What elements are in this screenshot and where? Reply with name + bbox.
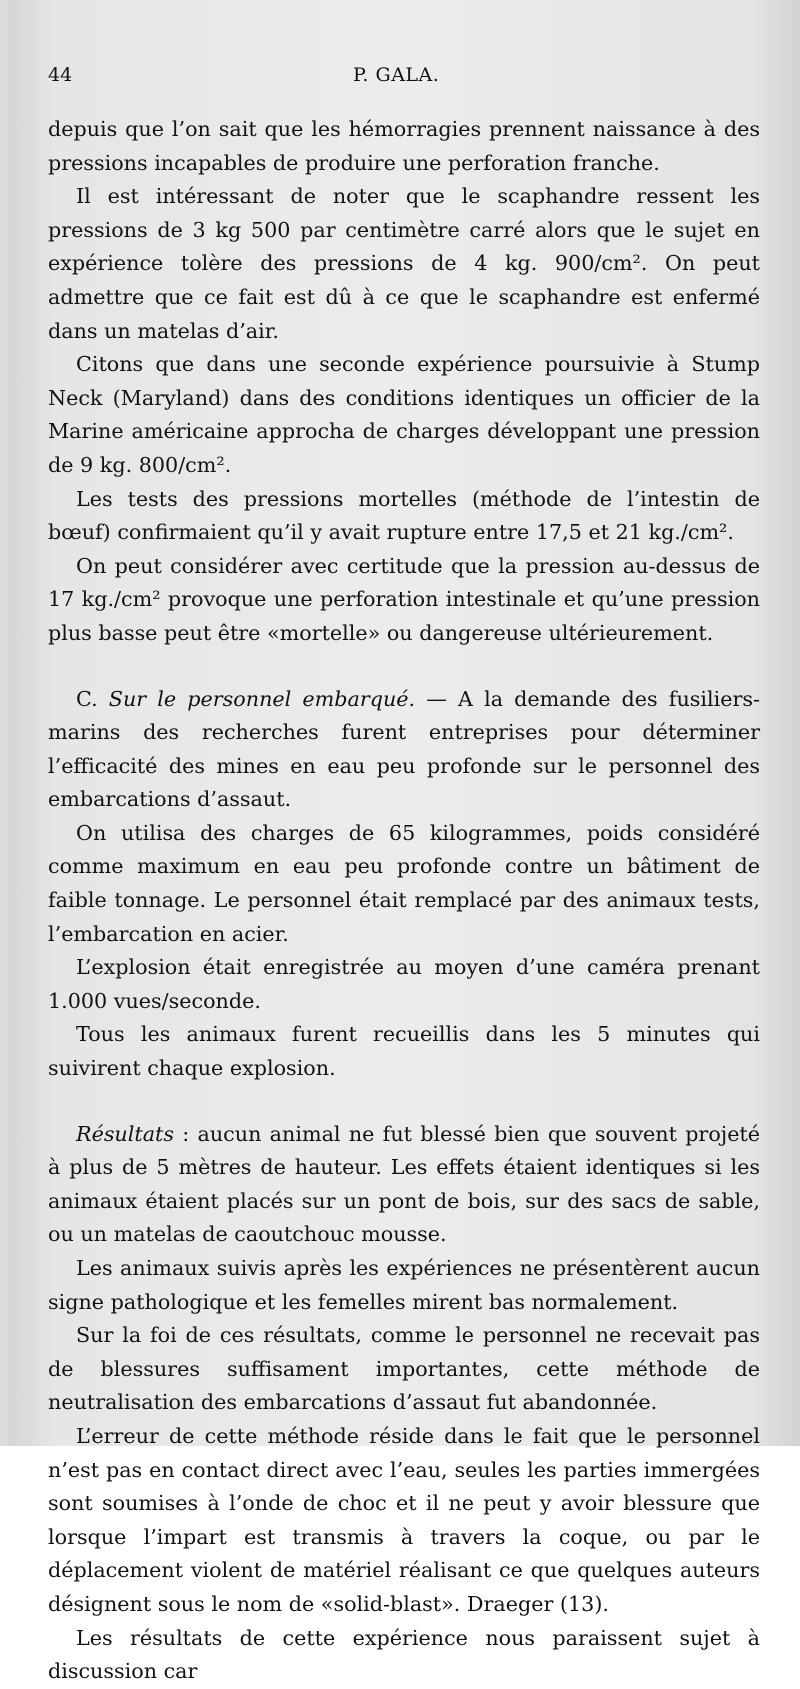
section-c-prefix: C.: [76, 686, 109, 711]
paragraph: Les tests des pressions mortelles (méthode de l’intestin de bœuf) confirmaient qu’il y avait rupture entre 17,5 et 21 kg./cm².: [48, 486, 760, 545]
paragraph: L’explosion était enregistrée au moyen d’une caméra prenant 1.000 vues/seconde.: [48, 955, 760, 1013]
section-c-paragraph: [48, 683, 760, 817]
page-header: [48, 64, 758, 94]
paragraph: Les animaux suivis après les expériences ne présentèrent aucun signe pathologique et les femelles mirent bas normalement.: [48, 1256, 760, 1314]
paragraph: On utilisa des charges de 65 kilogrammes, poids considéré comme maximum en eau peu profonde contre un bâtiment de faible tonnage. Le personnel était remplacé par des animaux tests, l’embarcation en acier.: [48, 820, 760, 946]
page-number: 44: [48, 64, 73, 86]
paragraph: Les résultats de cette expérience nous paraissent sujet à discussion car: [48, 1625, 760, 1684]
paragraph: Citons que dans une seconde expérience poursuivie à Stump Neck (Maryland) dans des conditions identiques un officier de la Marine américaine approcha de charges développant une pression de 9 kg. 800/cm².: [48, 352, 760, 477]
section-c-text: — A la demande des fusiliers-marins des recherches furent entreprises pour déterminer l’efficacité des mines en eau peu profonde sur le personnel des embarcations d’assaut.: [48, 686, 760, 812]
paragraph: Sur la foi de ces résultats, comme le personnel ne recevait pas de blessures suffisament importantes, cette méthode de neutralisation des embarcations d’assaut fut abandonnée.: [48, 1323, 760, 1415]
running-head: P. GALA.: [353, 64, 440, 86]
paragraph: depuis que l’on sait que les hémorragies prennent naissance à des pressions incapables de produire une perforation franche.: [48, 117, 760, 175]
section-c-heading: Sur le personnel embarqué.: [108, 686, 416, 711]
paragraph: L’erreur de cette méthode réside dans le fait que le personnel n’est pas en contact direct avec l’eau, seules les parties immergées sont soumises à l’onde de choc et il ne peut y avoir blessure que lorsque l’impart est transmis à travers la coque, ou par le déplacement violent de matériel réalisant ce que quelques auteurs désignent sous le nom de «solid-blast». Draeger (13).: [48, 1423, 760, 1616]
results-text: : aucun animal ne fut blessé bien que souvent projeté à plus de 5 mètres de hauteur. Les effets étaient identiques si les animaux étaient placés sur un pont de bois, sur des sacs de sable, ou un matelas de caoutchouc mousse.: [48, 1121, 760, 1247]
paragraph: On peut considérer avec certitude que la pression au-dessus de 17 kg./cm² provoque une perforation intestinale et qu’une pression plus basse peut être «mortelle» ou dangereuse ultérieurement.: [48, 553, 760, 645]
paragraph: Tous les animaux furent recueillis dans les 5 minutes qui suivirent chaque explosion.: [48, 1022, 760, 1081]
results-label: Résultats: [76, 1121, 174, 1146]
paragraph: Il est intéressant de noter que le scaphandre ressent les pressions de 3 kg 500 par centimètre carré alors que le sujet en expérience tolère des pressions de 4 kg. 900/cm². On peut admettre que ce fait est dû à ce que le scaphandre est enfermé dans un matelas d’air.: [48, 184, 760, 343]
results-paragraph: [48, 1118, 760, 1252]
body-text: [48, 113, 760, 1689]
